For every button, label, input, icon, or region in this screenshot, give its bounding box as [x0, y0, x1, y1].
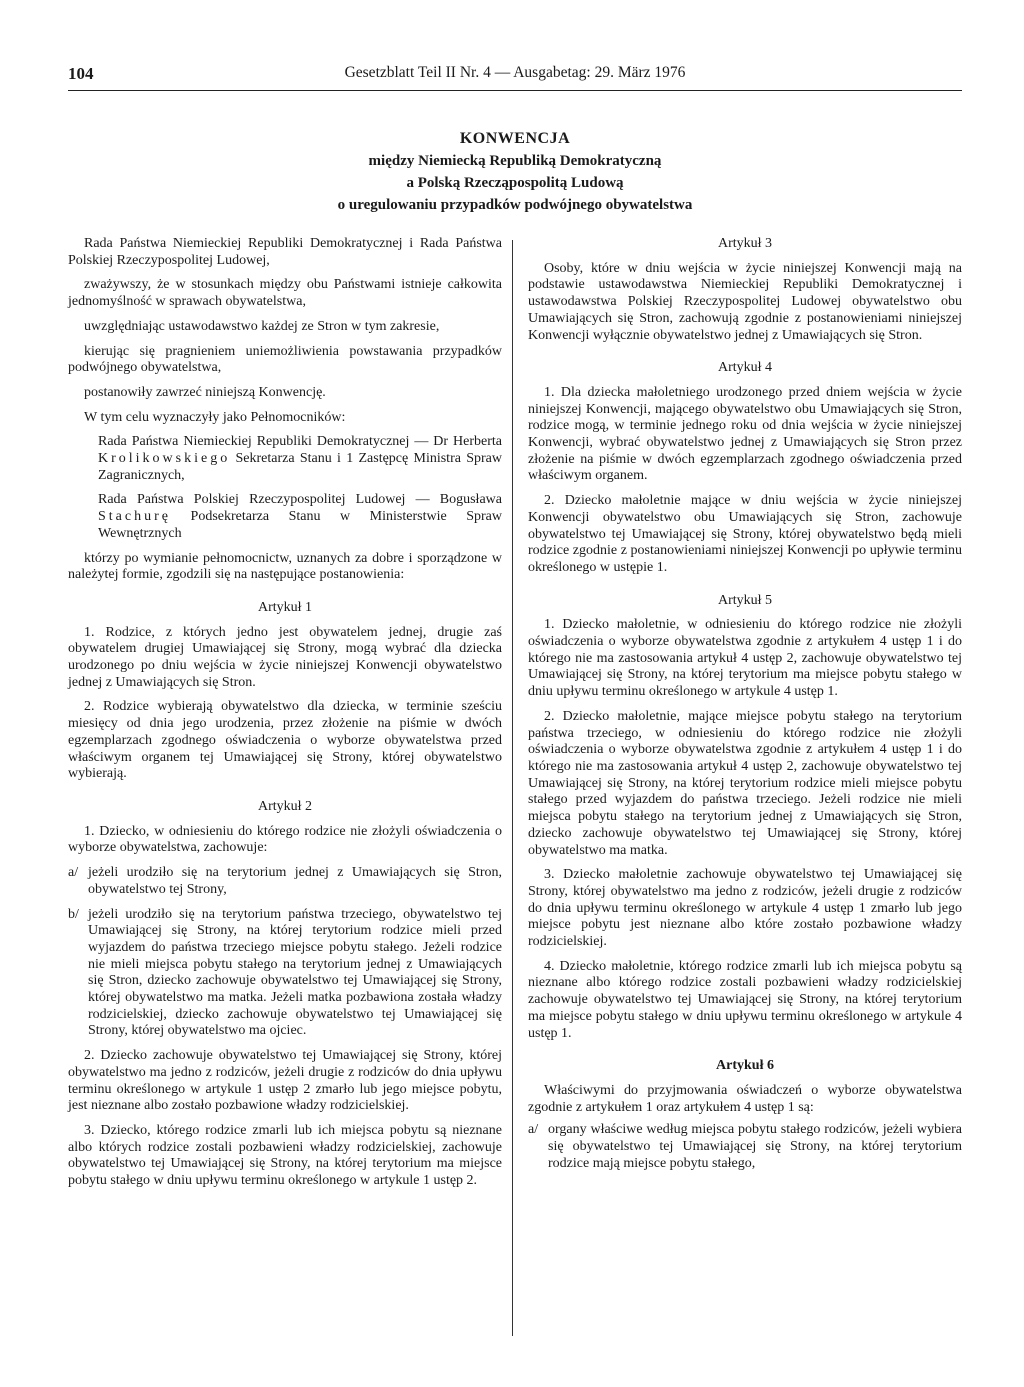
- title-line-3: a Polską Rzecząpospolitą Ludową: [406, 175, 624, 191]
- item-letter: b/: [68, 906, 79, 922]
- article-5-paragraph-1: 1. Dziecko małoletnie, w odniesieniu do którego rodzice nie złożyli oświadczenia o wyborze obywatelstwa zgodnie z artykułem 4 ustęp 1 i do którego nie ma zastosowania artykuł 4 ustęp 2, zachowuje obywatelstwo tej Umawiającej się Strony, na której terytorium ma miejsce pobytu stałego w dniu upływu terminu określonego w artykule 4 ustęp 1.: [528, 617, 962, 700]
- preamble-paragraph: kierując się pragnieniem uniemożliwienia powstawania przypadków podwójnego obywatelstwa,: [68, 343, 502, 376]
- article-2-paragraph-3: 3. Dziecko, którego rodzice zmarli lub ich miejsca pobytu są nieznane albo których rodzice zostali pozbawieni władzy rodzicielskiej, zachowuje obywatelstwo tej Umawiającej się Strony, na której terytorium ma miejsce pobytu stałego w dniu upływu terminu określonego w artykule 1 ustęp 2.: [68, 1122, 502, 1189]
- page-header: [68, 62, 962, 91]
- plenipotentiary-gdr-name: Krolikowskiego: [98, 451, 231, 467]
- title-block: [68, 128, 962, 216]
- article-4-heading: Artykuł 4: [717, 360, 773, 376]
- title-line-4: o uregulowaniu przypadków podwójnego obywatelstwa: [337, 197, 693, 213]
- article-2-item-a: [68, 865, 502, 898]
- article-2-heading: Artykuł 2: [257, 798, 313, 814]
- plenipotentiary-prl-pre: Rada Państwa Polskiej Rzeczypospolitej Ludowej — Bogusława: [98, 492, 502, 508]
- article-4-paragraph-2: 2. Dziecko małoletnie mające w dniu wejścia w życie niniejszej Konwencji obywatelstwo obu Umawiających się Stron, zachowuje obywatelstwo tej Umawiającej się Strony, której obywatelstwo będą mieli rodzice zgodnie z postanowieniami niniejszej Konwencji po upływie terminu określonego w ustępie 1.: [528, 493, 962, 575]
- article-5-paragraph-3: 3. Dziecko małoletnie zachowuje obywatelstwo tej Umawiającej się Strony, której obywatelstwo ma jedno z rodziców, jeżeli drugie z rodziców do dnia upływu terminu określonego w artykule 4 ustęp 1 zmarło lub jego miejsce pobytu jest nieznane albo które zostało pozbawione władzy rodzicielskiej.: [528, 867, 962, 950]
- article-6-heading: Artykuł 6: [716, 1058, 774, 1074]
- article-4-paragraph-1: 1. Dla dziecka małoletniego urodzonego przed dniem wejścia w życie niniejszej Konwencji, mającego obywatelstwo obu Umawiających się Stron, rodzice mogą, w terminie jednego roku od dnia wejścia w życie niniejszej Konwencji, wybrać obywatelstwo jednej z Umawiających się Stron przez złożenie na piśmie w dwóch egzemplarzach zgodnego oświadczenia przed właściwym organem.: [528, 384, 962, 484]
- article-2-paragraph-2: 2. Dziecko zachowuje obywatelstwo tej Umawiającej się Strony, której obywatelstwo ma jedno z rodziców, jeżeli drugie z rodziców do dnia upływu terminu określonego w artykule 1 ustęp 2 zmarło lub jego miejsce pobytu, jest nieznane albo zostało pozbawione władzy rodzicielskiej.: [68, 1048, 502, 1114]
- preamble-paragraph: zważywszy, że w stosunkach między obu Państwami istnieje całkowita jednomyślność w sprawach obywatelstwa,: [68, 277, 502, 310]
- article-1-paragraph-2: 2. Rodzice wybierają obywatelstwo dla dziecka, w terminie sześciu miesięcy od dnia jego urodzenia, przez złożenie na piśmie w dwóch egzemplarzach zgodnego oświadczenia o wyborze obywatelstwa przed właściwym organem tej Umawiającej się Strony, której obywatelstwo wybierają.: [68, 699, 502, 782]
- item-text: jeżeli urodziło się na terytorium jednej z Umawiających się Stron, obywatelstwo tej Strony,: [88, 865, 502, 897]
- plenipotentiaries-intro: W tym celu wyznaczyły jako Pełnomocników:: [84, 409, 346, 425]
- agreement-statement: postanowiły zawrzeć niniejszą Konwencję.: [84, 384, 326, 400]
- plenipotentiary-gdr: [98, 434, 502, 484]
- item-text: jeżeli urodziło się na terytorium państwa trzeciego, obywatelstwo tej Umawiającej się Strony, na której terytorium rodzice mieli przed wyjazdem do państwa trzeciego miejsce pobytu stałego. Jeżeli rodzice nie mieli miejsca pobytu stałego na terytorium jednej z Umawiających się Stron, dziecko zachowuje obywatelstwo tej Umawiającej się Strony, której obywatelstwo ma matka. Jeżeli matka pozbawiona została władzy rodzicielskiej, dziecko zachowuje obywatelstwo tej Umawiającej się Strony, której obywatelstwo ma ojciec.: [88, 906, 502, 1039]
- page-number: 104: [68, 64, 94, 83]
- article-3-heading: Artykuł 3: [717, 236, 773, 251]
- running-head: Gesetzblatt Teil II Nr. 4 — Ausgabetag: 29. März 1976: [344, 64, 686, 81]
- document-title: KONWENCJA: [459, 130, 571, 147]
- article-6-item-a: [528, 1122, 962, 1172]
- closing-preamble: którzy po wymianie pełnomocnictw, uznanych za dobre i sporządzone w należytej formie, zgodzili się na następujące postanowienia:: [68, 550, 502, 583]
- right-column: [528, 236, 962, 1180]
- title-line-2: między Niemiecką Republiką Demokratyczną: [368, 153, 662, 169]
- article-1-paragraph-1: 1. Rodzice, z których jedno jest obywatelem jednej, drugie zaś obywatelem drugiej Umawiającej się Strony, mogą wybrać dla dziecka urodzonego po dniu wejścia w życie niniejszej Konwencji obywatelstwo jednej z Umawiających się Stron.: [68, 624, 502, 690]
- plenipotentiary-prl: [98, 492, 502, 542]
- plenipotentiary-gdr-pre: Rada Państwa Niemieckiej Republiki Demokratycznej — Dr Herberta: [98, 434, 502, 450]
- plenipotentiary-prl-post: Podsekretarza Stanu w Ministerstwie Spraw Wewnętrznych: [98, 509, 502, 541]
- plenipotentiary-gdr-post: Sekretarza Stanu i 1 Zastępcę Ministra Spraw Zagranicznych,: [98, 451, 502, 483]
- column-divider: [512, 240, 513, 1336]
- article-1-heading: Artykuł 1: [257, 599, 313, 615]
- article-5-heading: Artykuł 5: [717, 592, 773, 608]
- plenipotentiary-prl-name: Stachurę: [98, 509, 171, 525]
- item-letter: a/: [68, 865, 79, 881]
- preamble-paragraph: Rada Państwa Niemieckiej Republiki Demokratycznej i Rada Państwa Polskiej Rzeczypospolitej Ludowej,: [68, 236, 502, 268]
- preamble-paragraph: uwzględniając ustawodawstwo każdej ze Stron w tym zakresie,: [84, 318, 440, 334]
- article-3-paragraph: Osoby, które w dniu wejścia w życie niniejszej Konwencji mają na podstawie ustawodawstwa Niemieckiej Republiki Demokratycznej i ustawodawstwa Polskiej Rzeczypospolitej Ludowej obywatelstwo obu Umawiających się Stron, zachowują zgodnie z postanowieniami niniejszej Konwencji wyłącznie obywatelstwo jednej z Umawiających się Stron.: [528, 260, 962, 343]
- article-2-item-b: [68, 907, 502, 1041]
- item-letter: a/: [528, 1122, 539, 1138]
- article-2-paragraph-1: 1. Dziecko, w odniesieniu do którego rodzice nie złożyli oświadczenia o wyborze obywatelstwa, zachowuje:: [68, 823, 502, 856]
- item-text: organy właściwe według miejsca pobytu stałego rodziców, jeżeli wybiera się obywatelstwo tej Umawiającej się Strony, na której terytorium rodzice mają miejsce pobytu stałego,: [548, 1122, 962, 1171]
- article-5-paragraph-2: 2. Dziecko małoletnie, mające miejsce pobytu stałego na terytorium państwa trzeciego, w odniesieniu do którego rodzice nie złożyli oświadczenia o wyborze obywatelstwa zgodnie z artykułem 4 ustęp 1 i do którego nie ma zastosowania artykuł 4 ustęp 2, zachowuje obywatelstwo tej Umawiającej się Strony, na której terytorium rodzice mieli miejsce pobytu stałego przed wyjazdem do państwa trzeciego. Jeżeli rodzice nie mieli miejsca pobytu stałego na terytorium jednej z Umawiających się Stron, dziecko zachowuje obywatelstwo tej Umawiającej się Strony, której obywatelstwo ma matka.: [528, 708, 962, 858]
- article-5-paragraph-4: 4. Dziecko małoletnie, którego rodzice zmarli lub ich miejsca pobytu są nieznane albo którego rodzice zostali pozbawieni władzy rodzicielskiej zachowuje obywatelstwo tej Umawiającej się Strony, na której terytorium ma miejsce pobytu stałego w dniu upływu terminu określonego w artykule 4 ustęp 1.: [528, 958, 962, 1041]
- article-6-paragraph: Właściwymi do przyjmowania oświadczeń o wyborze obywatelstwa zgodnie z artykułem 1 oraz artykułem 4 ustęp 1 są:: [528, 1082, 962, 1115]
- left-column: [68, 236, 502, 1198]
